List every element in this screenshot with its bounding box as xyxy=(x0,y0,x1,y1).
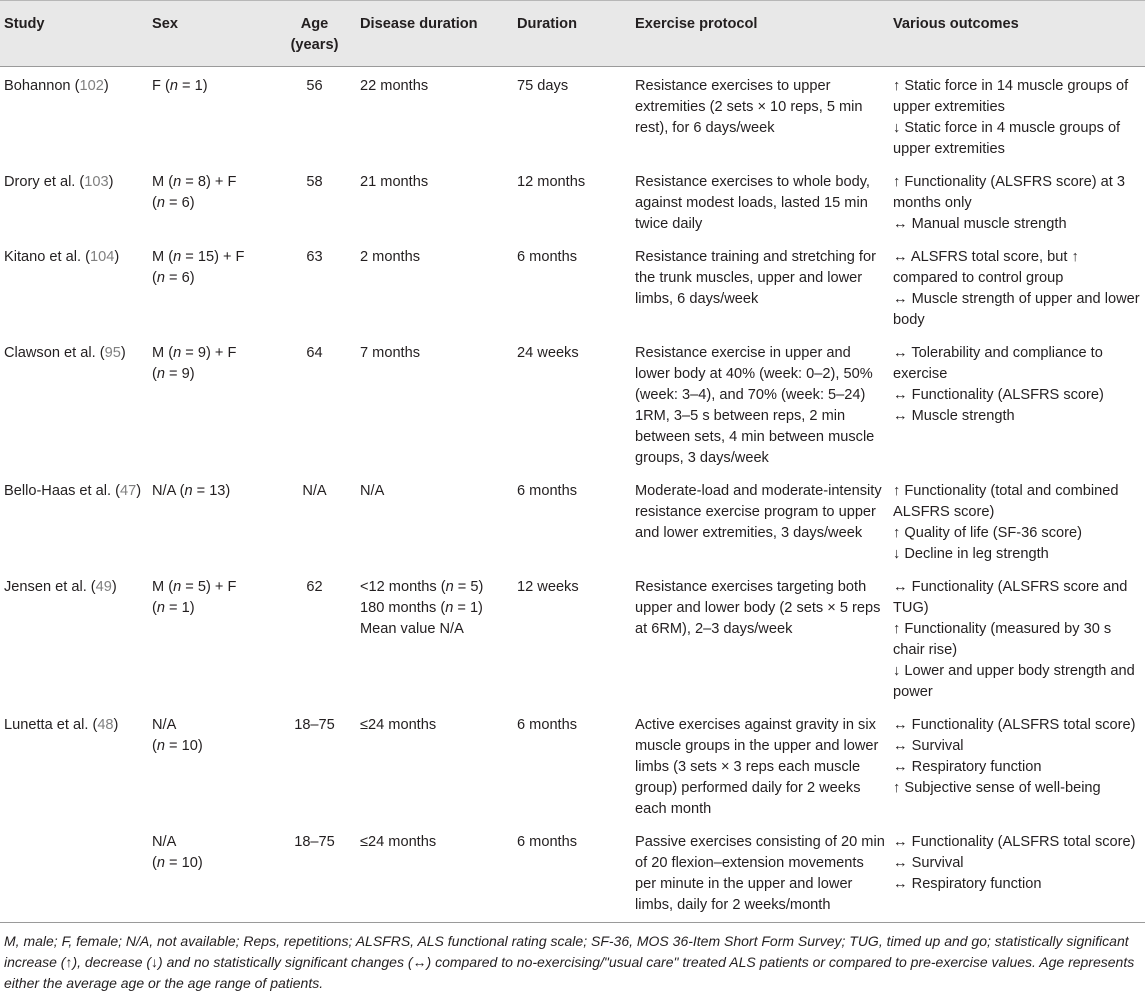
reference-link[interactable]: 47 xyxy=(120,483,137,499)
duration-cell: 24 weeks xyxy=(517,345,579,361)
reference-link[interactable]: 104 xyxy=(90,249,115,265)
outcomes-cell: ↔ Functionality (ALSFRS total score) ↔ Survival ↔ Respiratory function xyxy=(889,823,1145,923)
study-cell: Clawson et al. (95) xyxy=(4,345,126,361)
sex-cell: M (n = 8) + F (n = 6) xyxy=(152,174,237,211)
age-cell: 56 xyxy=(306,78,323,94)
outcomes-cell: ↔ Functionality (ALSFRS score and TUG) ↑ Functionality (measured by 30 s chair rise) ↓ Lower and upper body strength and power xyxy=(893,579,1135,700)
study-cell: Lunetta et al. (48) xyxy=(4,717,119,733)
sex-cell: N/A (n = 10) xyxy=(148,823,273,923)
column-header: Disease duration xyxy=(356,1,513,67)
duration-cell: 12 weeks xyxy=(517,579,579,595)
table-row xyxy=(0,334,1145,472)
column-header: Duration xyxy=(513,1,631,67)
table-header-row xyxy=(0,1,1145,67)
duration-cell: 6 months xyxy=(517,483,578,499)
exercise-protocol-cell: Resistance exercises to whole body, against modest loads, lasted 15 min twice daily xyxy=(635,174,870,232)
column-header: Age (years) xyxy=(273,1,356,67)
study-cell: Bello-Haas et al. (47) xyxy=(4,483,142,499)
disease-duration-cell: ≤24 months xyxy=(360,717,437,733)
table-body xyxy=(0,67,1145,923)
disease-duration-cell: ≤24 months xyxy=(356,823,513,923)
reference-link[interactable]: 49 xyxy=(95,579,112,595)
table-row xyxy=(0,568,1145,706)
disease-duration-cell: <12 months (n = 5) 180 months (n = 1) Mean value N/A xyxy=(360,579,484,637)
exercise-protocol-cell: Passive exercises consisting of 20 min of 20 flexion–extension movements per minute in the upper and lower limbs, daily for 2 weeks/month xyxy=(631,823,889,923)
study-cell xyxy=(0,823,148,923)
age-cell: 63 xyxy=(306,249,323,265)
disease-duration-cell: 21 months xyxy=(360,174,429,190)
table-row xyxy=(0,823,1145,923)
study-cell: Jensen et al. (49) xyxy=(4,579,117,595)
sex-cell: N/A (n = 10) xyxy=(152,717,203,754)
table-footnote: M, male; F, female; N/A, not available; Reps, repetitions; ALSFRS, ALS functional rating scale; SF-36, MOS 36-Item Short Form Survey; TUG, timed up and go; statistically significant increase (↑), decrease (↓) and no statistically significant changes (↔) compared to no-exercising/"usual care" treated ALS patients or compared to pre-exercise values. Age represents either the average age or the age range of patients. xyxy=(4,933,1135,991)
table-row xyxy=(0,472,1145,568)
sex-cell: M (n = 15) + F (n = 6) xyxy=(152,249,245,286)
disease-duration-cell: 7 months xyxy=(360,345,421,361)
outcomes-cell: ↔ ALSFRS total score, but ↑ compared to control group ↔ Muscle strength of upper and lower body xyxy=(893,249,1140,328)
outcomes-cell: ↑ Functionality (ALSFRS score) at 3 months only ↔ Manual muscle strength xyxy=(893,174,1125,232)
disease-duration-cell: N/A xyxy=(360,483,385,499)
outcomes-cell: ↑ Functionality (total and combined ALSFRS score) ↑ Quality of life (SF-36 score) ↓ Decline in leg strength xyxy=(893,483,1119,562)
duration-cell: 6 months xyxy=(517,249,578,265)
sex-cell: F (n = 1) xyxy=(152,78,208,94)
table-row xyxy=(0,706,1145,823)
exercise-protocol-cell: Resistance exercises to upper extremities (2 sets × 10 reps, 5 min rest), for 6 days/week xyxy=(635,78,863,136)
outcomes-cell: ↑ Static force in 14 muscle groups of upper extremities ↓ Static force in 4 muscle groups of upper extremities xyxy=(893,78,1129,157)
duration-cell: 12 months xyxy=(517,174,586,190)
disease-duration-cell: 2 months xyxy=(360,249,421,265)
outcomes-cell: ↔ Functionality (ALSFRS total score) ↔ Survival ↔ Respiratory function ↑ Subjective sense of well-being xyxy=(893,717,1136,796)
age-cell: 18–75 xyxy=(294,717,335,733)
reference-link[interactable]: 48 xyxy=(97,717,114,733)
exercise-protocol-cell: Resistance exercise in upper and lower body at 40% (week: 0–2), 50% (week: 3–4), and 70% (week: 5–24) 1RM, 3–5 s between reps, 2 min between sets, 4 min between muscle groups, 3 days/week xyxy=(635,345,875,466)
column-header: Exercise protocol xyxy=(631,1,889,67)
exercise-protocol-cell: Moderate-load and moderate-intensity resistance exercise program to upper and lower extremities, 3 days/week xyxy=(635,483,882,541)
column-header: Study xyxy=(0,1,148,67)
column-header: Sex xyxy=(148,1,273,67)
table-row xyxy=(0,67,1145,164)
column-header: Various outcomes xyxy=(889,1,1145,67)
age-cell: 62 xyxy=(306,579,323,595)
reference-link[interactable]: 103 xyxy=(84,174,109,190)
study-cell: Bohannon (102) xyxy=(4,78,109,94)
age-cell: 64 xyxy=(306,345,323,361)
table-row xyxy=(0,163,1145,238)
age-cell: 58 xyxy=(306,174,323,190)
table-row xyxy=(0,238,1145,334)
reference-link[interactable]: 102 xyxy=(79,78,104,94)
disease-duration-cell: 22 months xyxy=(360,78,429,94)
exercise-protocol-cell: Resistance exercises targeting both upper and lower body (2 sets × 5 reps at 6RM), 2–3 days/week xyxy=(635,579,881,637)
sex-cell: M (n = 5) + F (n = 1) xyxy=(152,579,237,616)
outcomes-cell: ↔ Tolerability and compliance to exercise ↔ Functionality (ALSFRS score) ↔ Muscle strength xyxy=(893,345,1104,424)
sex-cell: M (n = 9) + F (n = 9) xyxy=(152,345,237,382)
reference-link[interactable]: 95 xyxy=(104,345,121,361)
exercise-protocol-cell: Resistance training and stretching for the trunk muscles, upper and lower limbs, 6 days/week xyxy=(635,249,876,307)
age-cell: N/A xyxy=(302,483,327,499)
exercise-protocol-cell: Active exercises against gravity in six muscle groups in the upper and lower limbs (3 sets × 3 reps each muscle group) performed daily for 2 weeks each month xyxy=(635,717,879,817)
duration-cell: 75 days xyxy=(517,78,569,94)
duration-cell: 6 months xyxy=(517,717,578,733)
age-cell: 18–75 xyxy=(273,823,356,923)
study-cell: Drory et al. (103) xyxy=(4,174,114,190)
duration-cell: 6 months xyxy=(513,823,631,923)
study-cell: Kitano et al. (104) xyxy=(4,249,120,265)
sex-cell: N/A (n = 13) xyxy=(152,483,231,499)
